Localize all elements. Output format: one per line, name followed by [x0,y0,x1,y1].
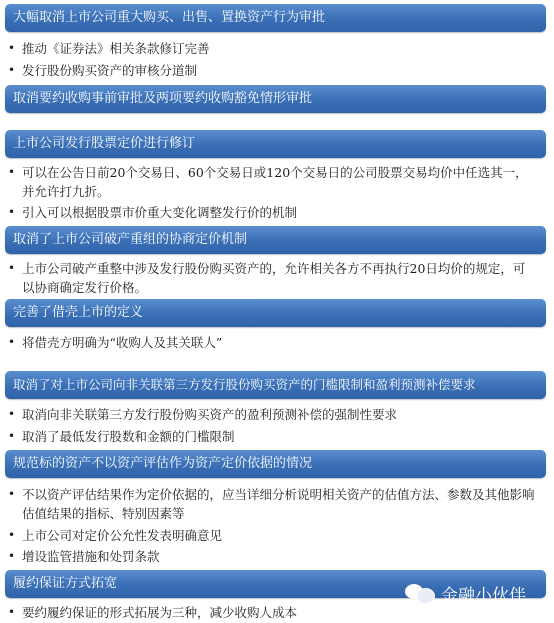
section-header-5: 完善了借壳上市的定义 [5,299,546,327]
list-item [8,203,537,222]
list-item [8,547,537,566]
list-item [8,333,537,352]
list-item-text: 可以在公告日前20个交易日、60个交易日或120个交易日的公司股票交易均价中任选其一，并允许打九折。 [22,165,528,199]
section-header-2: 取消要约收购事前审批及两项要约收购豁免情形审批 [5,85,546,113]
bullet-icon: • [8,165,16,179]
bullet-icon: • [8,205,16,219]
list-item-text: 取消向非关联第三方发行股份购买资产的盈利预测补偿的强制性要求 [22,407,398,422]
list-item-text: 引入可以根据股票市价重大变化调整发行价的机制 [22,205,298,220]
list-item-text: 要约履约保证的形式拓展为三种，减少收购人成本 [22,605,298,620]
bullet-icon: • [8,549,16,563]
list-item-text: 上市公司破产重整中涉及发行股份购买资产的，允许相关各方不再执行20日均价的规定，可以协商确定发行价格。 [22,261,526,295]
bullet-icon: • [8,261,16,275]
list-item [8,39,537,58]
watermark [405,580,551,606]
list-item-text: 将借壳方明确为“收购人及其关联人” [22,335,223,350]
section-header-4: 取消了上市公司破产重组的协商定价机制 [5,226,546,254]
list-item [8,61,537,80]
section-header-1: 大幅取消上市公司重大购买、出售、置换资产行为审批 [5,4,546,32]
list-item-text: 发行股份购买资产的审核分道制 [22,63,198,78]
bullet-icon: • [8,487,16,501]
section-header-6: 取消了对上市公司向非关联第三方发行股份购买资产的门槛限制和盈利预测补偿要求 [5,371,546,399]
bullet-icon: • [8,528,16,542]
list-item [8,259,537,297]
watermark-text: 金融小伙伴 [441,585,526,605]
list-item [8,485,537,523]
bullet-icon: • [8,41,16,55]
bullet-icon: • [8,63,16,77]
list-item-text: 推动《证券法》相关条款修订完善 [22,41,210,56]
list-item [8,427,537,446]
section-header-7: 规范标的资产不以资产评估作为资产定价依据的情况 [5,450,546,478]
list-item [8,405,537,424]
section-header-3: 上市公司发行股票定价进行修订 [5,130,546,158]
section-header-8: 履约保证方式拓宽 [5,570,546,598]
list-item [8,526,537,545]
list-item-text: 增设监管措施和处罚条款 [22,549,160,564]
list-item-text: 上市公司对定价公允性发表明确意见 [22,528,223,543]
list-item [8,163,537,201]
wechat-icon [405,583,435,603]
bullet-icon: • [8,335,16,349]
list-item-text: 取消了最低发行股数和金额的门槛限制 [22,429,235,444]
list-item-text: 不以资产评估结果作为定价依据的，应当详细分析说明相关资产的估值方法、参数及其他影响估值结果的指标、特别因素等 [22,487,535,521]
bullet-icon: • [8,605,16,619]
bullet-icon: • [8,429,16,443]
bullet-icon: • [8,407,16,421]
